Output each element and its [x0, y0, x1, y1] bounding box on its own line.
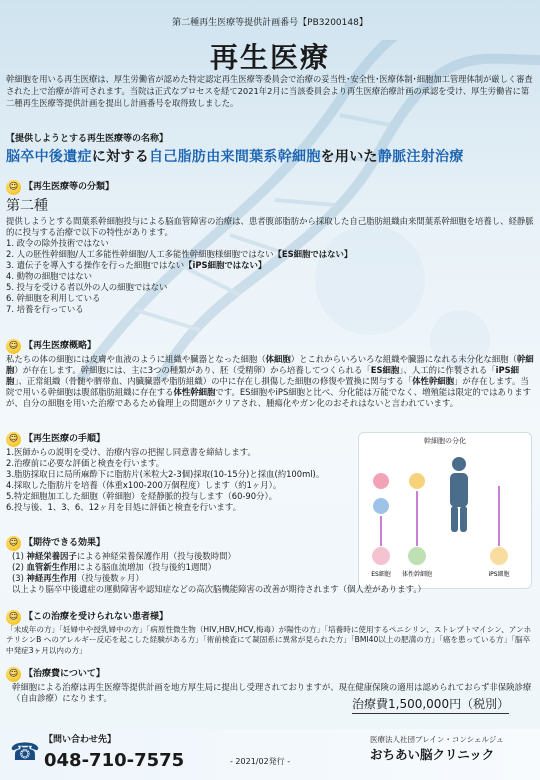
- ineligible-section: [6, 610, 534, 656]
- overview-text: 私たちの体の細胞には皮膚や血液のように組織や臓器となった細胞（体細胞）とこれからいろいろな組織や臓器になれる未分化な細胞（幹細胞）が存在します。幹細胞には、主に3つの種類があり、胚（受精卵）から培養してつくられる「ES細胞」、人工的に作製される「iPS細胞」、正常組織（骨髄や臍帯血、内臓臓器や脂肪組織）の中に存在し損傷した細胞の修復や置換に関与する「体性幹細胞」が存在します。当院で用いる幹細胞は腹部脂肪組織に存在する体性幹細胞です。ES細胞やiPS細胞と比べ、分化能は万能でなく、増殖能は限定的ではありますが、自分の細胞を用いた治療であるため倫理上の問題がクリアされ、腫瘍化やガン化のおそれはないと言われています。: [6, 354, 534, 408]
- registration-number: 第二種再生医療等提供計画番号【PB3200148】: [172, 18, 368, 28]
- procedure-section: [6, 432, 356, 513]
- effects-section: [6, 536, 534, 595]
- effects-heading: 【期待できる効果】: [24, 537, 106, 548]
- procedure-heading: 【再生医療の手順】: [24, 433, 106, 444]
- list-item: 7. 培養を行っている: [6, 303, 84, 314]
- treatment-name-part: を用いた: [320, 148, 378, 165]
- list-item: [6, 249, 534, 260]
- procedure-step: 5.特定細胞加工した細胞（幹細胞）を経静脈的投与します（60-90分）。: [6, 490, 278, 501]
- footer: [0, 729, 540, 780]
- procedure-step: 6.投与後、1、3、6、12ヶ月を目処に評価と検査を行います。: [6, 501, 241, 512]
- diagram-label: 体性幹細胞: [401, 571, 433, 579]
- treatment-name-heading: 【提供しようとする再生医療等の名称】: [6, 134, 169, 144]
- intro-text: 幹細胞を用いる再生医療は、厚生労働省が認めた特定認定再生医療等委員会で治療の妥当性･安全性･医療体制･細胞加工管理体制が厳しく審査された上で治療が許可されます。当院は正式なプロセスを経て2021年2月に当該委員会より再生医療治療計画の承認を受け、厚生労働省に第二種再生医療等提供計画を提出し計画番号を取得致しました。: [6, 74, 533, 109]
- classification-section: [6, 180, 534, 314]
- phone-number[interactable]: 048-710-7575: [44, 749, 185, 771]
- effect-item: (3) 神経再生作用（投与後数ヶ月）: [12, 572, 144, 583]
- organization-name: 医療法人社団ブレイン・コンシェルジュ: [370, 735, 504, 744]
- treatment-price: 治療費1,500,000円（税別）: [352, 697, 509, 714]
- overview-heading: 【再生医療概略】: [24, 340, 97, 351]
- clinic-block: [370, 735, 504, 763]
- list-item: 5. 投与を受ける者以外の人の細胞ではない: [6, 281, 168, 292]
- list-item: [6, 260, 534, 271]
- treatment-name-part: 静脈注射治療: [377, 148, 464, 165]
- contact-block: [44, 735, 184, 772]
- list-item-text: 3. 遺伝子を導入する操作を行った細胞ではない: [6, 259, 185, 270]
- overview-section: [6, 339, 534, 409]
- contact-label: 【問い合わせ先】: [44, 735, 117, 745]
- smiley-icon: ☺: [6, 339, 21, 354]
- treatment-name-section: [6, 134, 534, 166]
- procedure-step: 1.医師からの説明を受け、治療内容の把握し同意書を締結します。: [6, 447, 256, 457]
- effects-summary: 以上より脳卒中後遺症の運動障害や認知症などの高次脳機能障害の改善が期待されます（個人差があります。）: [12, 583, 426, 594]
- classification-description: 提供しようとする間葉系幹細胞投与による脳血管障害の治療は、患者腹部脂肪から採取した自己脂肪組織由来間葉系幹細胞を培養し、経静脈的に投与する治療で以下の特性があります。: [6, 216, 534, 238]
- treatment-name-part: に対する: [91, 148, 150, 165]
- list-item: 4. 動物の細胞ではない: [6, 270, 93, 281]
- ineligible-list: 「未成年の方」「妊婦中や授乳婦中の方」「病原性微生物（HIV,HBV,HCV,梅毒）が陽性の方」「培養時に使用するペニシリン、ストレプトマイシン、アンホテリシンB へのアレルギー反応を起こした経験がある方」「術前検査にて凝固系に異常が見られた方」「BMI40以上の肥満の方」「癌を患っている方」「脳卒中発症3ヶ月以内の方」: [6, 625, 532, 655]
- issue-date: - 2021/02発行 -: [230, 757, 291, 766]
- list-item-text: 2. 人の胚性幹細胞/人工多能性幹細胞/人工多能性幹細胞様細胞ではない: [6, 248, 274, 259]
- clinic-name: おちあい脳クリニック: [370, 746, 495, 762]
- list-item-note: 【ES細胞ではない】: [273, 248, 353, 259]
- diagram-title: 幹細胞の分化: [424, 437, 466, 445]
- list-item-note: 【iPS細胞ではない】: [184, 259, 267, 270]
- procedure-step: 2.治療前に必要な評価と検査を行います。: [6, 457, 165, 468]
- phone-icon: ☎: [10, 738, 40, 766]
- classification-value: 第二種: [6, 198, 48, 214]
- list-item: 1. 政令の除外技術ではない: [6, 238, 109, 249]
- smiley-icon: ☺: [6, 432, 21, 447]
- effect-item: (2) 血管新生作用による脳血流増加（投与後約1週間）: [12, 561, 217, 572]
- classification-heading: 【再生医療等の分類】: [24, 181, 115, 192]
- smiley-icon: ☺: [6, 180, 21, 195]
- diagram-label: ES細胞: [371, 571, 391, 579]
- effect-item: (1) 神経栄養因子による神経栄養保護作用（投与後数時間）: [12, 551, 236, 561]
- procedure-step: 3.脂肪採取日に局所麻酔下に脂肪片(米粒大2-3個)採取(10-15分)と採血(約100ml)。: [6, 468, 325, 479]
- diagram-label: iPS細胞: [488, 571, 510, 579]
- smiley-icon: ☺: [6, 536, 21, 551]
- procedure-step: 4.採取した脂肪片を培養（体重x100-200万個程度）します（約1ヶ月）。: [6, 479, 282, 490]
- list-item: 6. 幹細胞を利用している: [6, 292, 101, 303]
- fee-heading: 【治療費について】: [24, 668, 105, 679]
- ineligible-heading: 【この治療を受けられない患者様】: [24, 611, 169, 622]
- fee-text: 幹細胞による治療は再生医療等提供計画を地方厚生局に提出し受理されておりますが、現在健康保険の適用は認められておらず非保険診療（自由診療）になります。: [12, 682, 532, 703]
- treatment-name-part: 自己脂肪由来間葉系幹細胞: [149, 148, 321, 165]
- smiley-icon: ☺: [6, 610, 21, 625]
- treatment-name-part: 脳卒中後遺症: [6, 148, 92, 165]
- page-title: 再生医療: [209, 41, 330, 74]
- smiley-icon: ☺: [6, 667, 21, 682]
- treatment-name: [6, 148, 534, 166]
